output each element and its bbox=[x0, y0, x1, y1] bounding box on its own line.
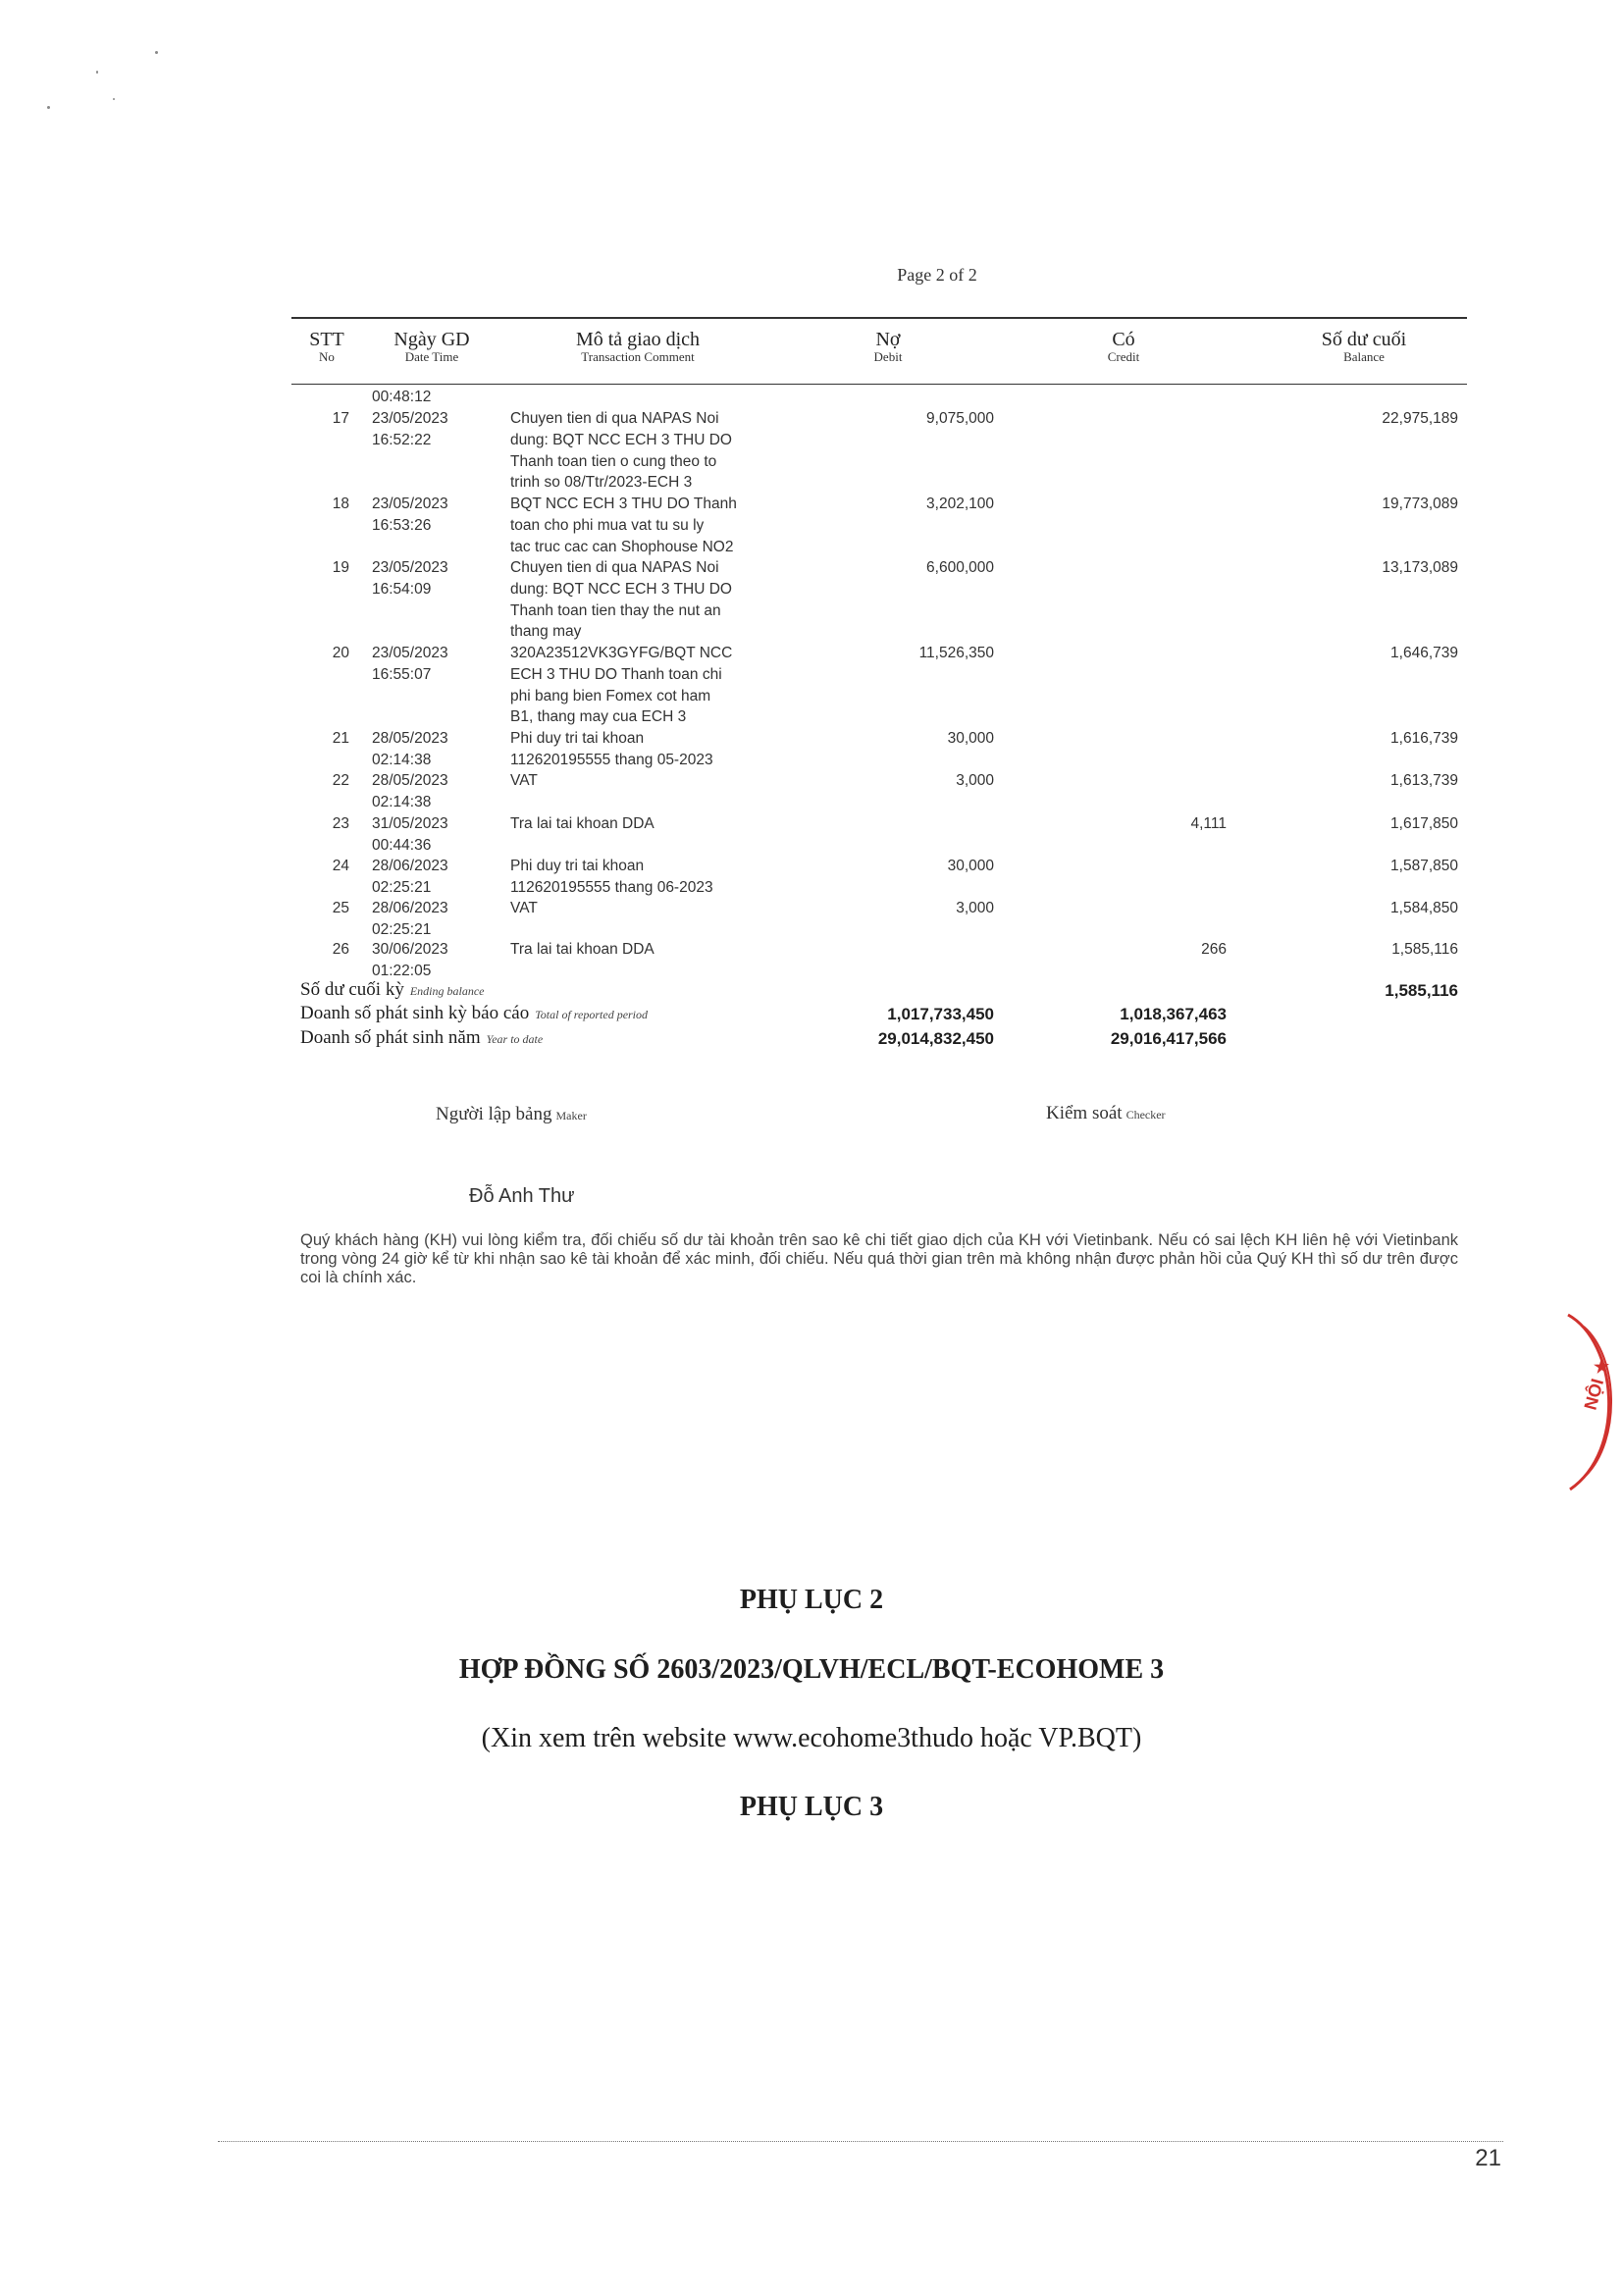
scan-speck bbox=[96, 71, 98, 74]
row-description: Phi duy tri tai khoan 112620195555 thang 06-2023 bbox=[510, 858, 713, 896]
scan-speck bbox=[113, 98, 115, 100]
footer-rule bbox=[218, 2141, 1503, 2142]
table-top-rule bbox=[291, 317, 1467, 319]
row-debit: 3,000 bbox=[956, 772, 994, 789]
row-description: Chuyen tien di qua NAPAS Noi dung: BQT NCC ECH 3 THU DO Thanh toan tien thay the nut an thang may bbox=[510, 559, 732, 641]
appendix-contract-title: HỢP ĐỒNG SỐ 2603/2023/QLVH/ECL/BQT-ECOHOME 3 bbox=[458, 1654, 1165, 1685]
row-debit: 9,075,000 bbox=[926, 410, 994, 427]
page-number: 21 bbox=[1475, 2145, 1501, 2171]
row-datetime: 23/05/2023 16:54:09 bbox=[372, 559, 448, 598]
row-debit: 3,000 bbox=[956, 900, 994, 916]
row-balance: 1,585,116 bbox=[1391, 941, 1458, 958]
row-description: VAT bbox=[510, 900, 538, 916]
row-number: 23 bbox=[332, 815, 349, 832]
ending-balance-label: Số dư cuối kỳ Ending balance bbox=[300, 979, 485, 1000]
row-number: 17 bbox=[332, 410, 349, 427]
svg-text:NỘI ★: NỘI ★ bbox=[1580, 1356, 1613, 1413]
row-description: 320A23512VK3GYFG/BQT NCC ECH 3 THU DO Thanh toan chi phi bang bien Fomex cot ham B1, thang may cua ECH 3 bbox=[510, 645, 733, 726]
checker-label: Kiểm soát Checker bbox=[1046, 1103, 1166, 1123]
column-header-no: STT No bbox=[309, 329, 344, 364]
row-datetime: 28/06/2023 02:25:21 bbox=[372, 900, 448, 938]
row-balance: 1,584,850 bbox=[1390, 900, 1458, 916]
row-description: Chuyen tien di qua NAPAS Noi dung: BQT NCC ECH 3 THU DO Thanh toan tien o cung theo to trinh so 08/Ttr/2023-ECH 3 bbox=[510, 410, 732, 492]
row-datetime: 28/06/2023 02:25:21 bbox=[372, 858, 448, 896]
statement-notice: Quý khách hàng (KH) vui lòng kiểm tra, đối chiếu số dư tài khoản trên sao kê chi tiết giao dịch của KH với Vietinbank. Nếu có sai lệch KH liên hệ với Vietinbank trong vòng 24 giờ kể từ khi nhận sao kê tài khoản để xác minh, đối chiếu. Nếu quá thời gian trên mà không nhận được phản hồi của Quý KH thì số dư trên được coi là chính xác. bbox=[300, 1231, 1458, 1286]
row-balance: 1,616,739 bbox=[1390, 730, 1458, 747]
row-datetime: 23/05/2023 16:53:26 bbox=[372, 496, 448, 534]
row-debit: 3,202,100 bbox=[926, 496, 994, 512]
maker-name: Đỗ Anh Thư bbox=[469, 1185, 575, 1207]
row-credit: 4,111 bbox=[1190, 815, 1227, 832]
scan-speck bbox=[155, 51, 158, 54]
column-header-balance: Số dư cuối Balance bbox=[1321, 329, 1407, 364]
row-datetime: 30/06/2023 01:22:05 bbox=[372, 941, 448, 979]
row-datetime: 23/05/2023 16:55:07 bbox=[372, 645, 448, 683]
row-balance: 22,975,189 bbox=[1382, 410, 1458, 427]
row-datetime: 28/05/2023 02:14:38 bbox=[372, 730, 448, 768]
row-number: 24 bbox=[332, 858, 349, 874]
table-header-rule bbox=[291, 384, 1467, 385]
row-number: 25 bbox=[332, 900, 349, 916]
row-datetime: 28/05/2023 02:14:38 bbox=[372, 772, 448, 810]
column-header-debit: Nợ Debit bbox=[873, 329, 903, 364]
statement-page-label: Page 2 of 2 bbox=[897, 265, 977, 285]
row-datetime: 23/05/2023 16:52:22 bbox=[372, 410, 448, 448]
carry-over-time: 00:48:12 bbox=[372, 389, 432, 405]
row-debit: 11,526,350 bbox=[918, 645, 994, 661]
row-description: VAT bbox=[510, 772, 538, 789]
year-total-credit: 29,016,417,566 bbox=[1110, 1029, 1227, 1048]
seal-stamp bbox=[1558, 1303, 1623, 1499]
appendix-website-note: (Xin xem trên website www.ecohome3thudo hoặc VP.BQT) bbox=[481, 1723, 1142, 1753]
year-total-debit: 29,014,832,450 bbox=[877, 1029, 994, 1048]
row-debit: 30,000 bbox=[947, 730, 994, 747]
row-number: 19 bbox=[332, 559, 349, 576]
row-debit: 6,600,000 bbox=[926, 559, 994, 576]
column-header-credit: Có Credit bbox=[1107, 329, 1140, 364]
period-total-credit: 1,018,367,463 bbox=[1120, 1005, 1227, 1023]
row-credit: 266 bbox=[1201, 941, 1227, 958]
period-total-label: Doanh số phát sinh kỳ báo cáo Total of reported period bbox=[300, 1003, 649, 1023]
scan-speck bbox=[47, 106, 50, 109]
row-datetime: 31/05/2023 00:44:36 bbox=[372, 815, 448, 854]
row-balance: 1,587,850 bbox=[1390, 858, 1458, 874]
period-total-debit: 1,017,733,450 bbox=[887, 1005, 994, 1023]
row-number: 22 bbox=[332, 772, 349, 789]
row-description: BQT NCC ECH 3 THU DO Thanh toan cho phi mua vat tu su ly tac truc cac can Shophouse NO2 bbox=[510, 496, 737, 555]
row-number: 20 bbox=[332, 645, 349, 661]
row-description: Tra lai tai khoan DDA bbox=[510, 941, 654, 958]
row-number: 21 bbox=[332, 730, 349, 747]
row-balance: 13,173,089 bbox=[1382, 559, 1458, 576]
row-debit: 30,000 bbox=[947, 858, 994, 874]
row-description: Tra lai tai khoan DDA bbox=[510, 815, 654, 832]
row-balance: 1,646,739 bbox=[1390, 645, 1458, 661]
row-number: 26 bbox=[332, 941, 349, 958]
row-number: 18 bbox=[332, 496, 349, 512]
row-balance: 1,613,739 bbox=[1390, 772, 1458, 789]
ending-balance-value: 1,585,116 bbox=[1385, 981, 1458, 1000]
row-balance: 1,617,850 bbox=[1390, 815, 1458, 832]
maker-label: Người lập bảng Maker bbox=[436, 1104, 587, 1124]
row-balance: 19,773,089 bbox=[1382, 496, 1458, 512]
appendix-3-heading: PHỤ LỤC 3 bbox=[739, 1792, 884, 1822]
column-header-comment: Mô tả giao dịch Transaction Comment bbox=[575, 329, 701, 364]
year-total-label: Doanh số phát sinh năm Year to date bbox=[300, 1027, 544, 1048]
column-header-datetime: Ngày GD Date Time bbox=[393, 329, 470, 364]
appendix-2-heading: PHỤ LỤC 2 bbox=[739, 1585, 884, 1615]
row-description: Phi duy tri tai khoan 112620195555 thang 05-2023 bbox=[510, 730, 713, 768]
